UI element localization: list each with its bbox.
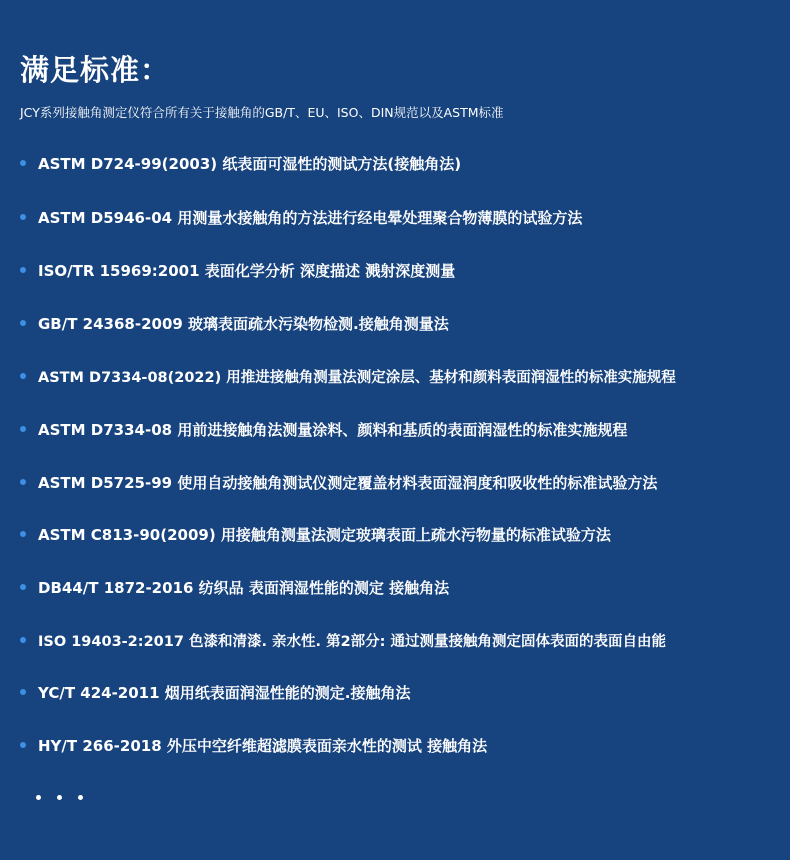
standard-text: ASTM D5725-99 使用自动接触角测试仪测定覆盖材料表面湿润度和吸收性的标准试验方法 [38, 473, 658, 492]
list-item [20, 575, 449, 599]
ellipsis-dot [78, 795, 83, 800]
bullet-icon [20, 160, 26, 166]
bullet-icon [20, 531, 26, 537]
standard-text: GB/T 24368-2009 玻璃表面疏水污染物检测.接触角测量法 [38, 314, 449, 333]
list-item [20, 311, 449, 335]
standard-text: ISO 19403-2:2017 色漆和清漆. 亲水性. 第2部分: 通过测量接触角测定固体表面的表面自由能 [38, 633, 667, 650]
list-item [20, 470, 657, 494]
list-item [20, 417, 627, 441]
bullet-icon [20, 479, 26, 485]
standard-text: ASTM C813-90(2009) 用接触角测量法测定玻璃表面上疏水污物量的标准试验方法 [38, 525, 611, 544]
bullet-icon [20, 373, 26, 379]
standard-text: ASTM D7334-08(2022) 用推进接触角测量法测定涂层、基材和颜料表面润湿性的标准实施规程 [38, 369, 676, 386]
page-subtitle: JCY系列接触角测定仪符合所有关于接触角的GB/T、EU、ISO、DIN规范以及ASTM标准 [20, 105, 504, 120]
list-item [20, 205, 582, 229]
ellipsis-icon [36, 795, 83, 800]
list-item [20, 680, 410, 704]
ellipsis-dot [57, 795, 62, 800]
standard-text: ASTM D724-99(2003) 纸表面可湿性的测试方法(接触角法) [38, 154, 462, 173]
standard-text: HY/T 266-2018 外压中空纤维超滤膜表面亲水性的测试 接触角法 [38, 736, 488, 755]
list-item [20, 151, 461, 175]
list-item [20, 733, 487, 757]
list-item [20, 628, 666, 652]
bullet-icon [20, 214, 26, 220]
bullet-icon [20, 742, 26, 748]
standard-text: ASTM D5946-04 用测量水接触角的方法进行经电晕处理聚合物薄膜的试验方法 [38, 208, 583, 227]
list-item [20, 258, 455, 282]
page-title: 满足标准： [20, 53, 171, 87]
ellipsis-dot [36, 795, 41, 800]
bullet-icon [20, 426, 26, 432]
standard-text: ISO/TR 15969:2001 表面化学分析 深度描述 溅射深度测量 [38, 261, 456, 280]
bullet-icon [20, 320, 26, 326]
bullet-icon [20, 689, 26, 695]
bullet-icon [20, 637, 26, 643]
standard-text: ASTM D7334-08 用前进接触角法测量涂料、颜料和基质的表面润湿性的标准实施规程 [38, 420, 628, 439]
standard-text: YC/T 424-2011 烟用纸表面润湿性能的测定.接触角法 [38, 683, 411, 702]
list-item [20, 364, 676, 388]
list-item [20, 522, 611, 546]
bullet-icon [20, 584, 26, 590]
standard-text: DB44/T 1872-2016 纺织品 表面润湿性能的测定 接触角法 [38, 578, 450, 597]
bullet-icon [20, 267, 26, 273]
